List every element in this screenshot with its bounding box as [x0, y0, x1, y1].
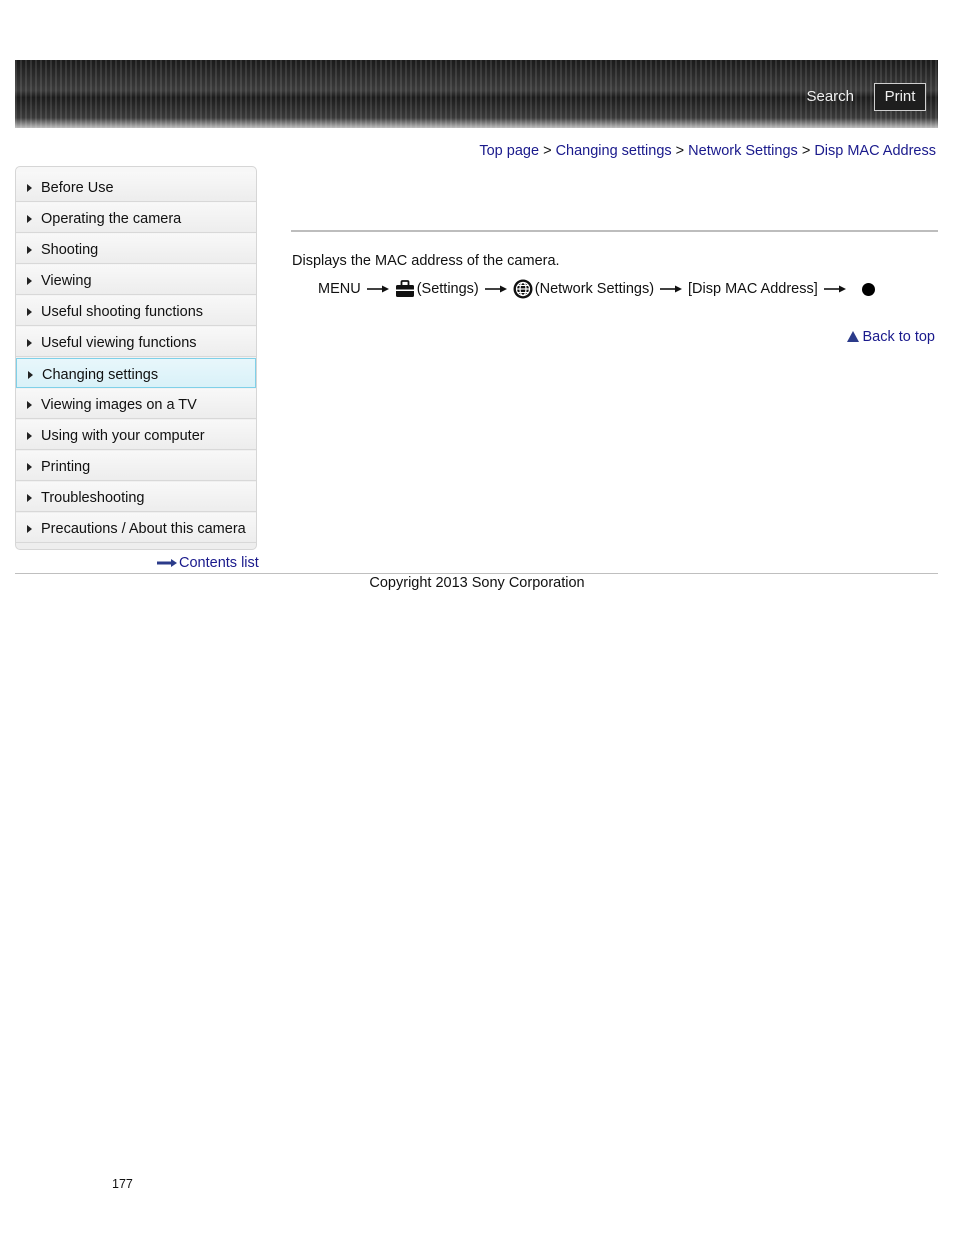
- sidebar-item-label: Useful viewing functions: [41, 335, 197, 351]
- sidebar-item-label: Troubleshooting: [41, 490, 145, 506]
- back-to-top-label: Back to top: [862, 329, 935, 345]
- sidebar-item-shooting[interactable]: [16, 234, 256, 264]
- breadcrumb-top-page[interactable]: Top page: [479, 143, 540, 159]
- footer-divider: [15, 573, 938, 574]
- contents-list-link[interactable]: [157, 555, 259, 571]
- sidebar-item-before-use[interactable]: [16, 172, 256, 202]
- breadcrumb-separator: >: [675, 143, 685, 159]
- triangle-right-icon: [27, 277, 32, 285]
- center-button-icon: [862, 283, 875, 296]
- page-number: 177: [112, 1177, 133, 1191]
- sidebar-item-label: Printing: [41, 459, 91, 475]
- sidebar-item-label: Using with your computer: [41, 428, 205, 444]
- menu-label: MENU: [318, 281, 361, 297]
- breadcrumb-disp-mac-address[interactable]: Disp MAC Address: [814, 143, 936, 159]
- header-bar: [15, 60, 938, 128]
- sidebar-nav: [15, 166, 257, 550]
- sidebar-item-label: Changing settings: [42, 367, 159, 383]
- menu-path: [318, 277, 875, 301]
- triangle-right-icon: [27, 494, 32, 502]
- breadcrumb-separator: >: [543, 143, 552, 159]
- arrow-right-icon: [660, 284, 682, 294]
- triangle-right-icon: [27, 184, 32, 192]
- triangle-up-icon: [847, 331, 859, 342]
- triangle-right-icon: [27, 401, 32, 409]
- arrow-right-icon: [485, 284, 507, 294]
- breadcrumb-network-settings[interactable]: Network Settings: [688, 143, 798, 159]
- sidebar-item-precautions-about-this-camera[interactable]: [16, 513, 256, 543]
- settings-label: (Settings): [416, 281, 479, 297]
- sidebar-item-changing-settings[interactable]: [16, 358, 256, 388]
- arrow-right-icon: [367, 284, 389, 294]
- copyright-text: Copyright 2013 Sony Corporation: [369, 575, 585, 591]
- triangle-right-icon: [27, 308, 32, 316]
- sidebar-item-printing[interactable]: [16, 451, 256, 481]
- sidebar-item-label: Operating the camera: [41, 211, 182, 227]
- page-description: Displays the MAC address of the camera.: [292, 253, 560, 269]
- sidebar-item-useful-viewing-functions[interactable]: [16, 327, 256, 357]
- triangle-right-icon: [27, 432, 32, 440]
- sidebar-item-viewing[interactable]: [16, 265, 256, 295]
- sidebar-item-label: Before Use: [41, 180, 114, 196]
- sidebar-item-operating-the-camera[interactable]: [16, 203, 256, 233]
- triangle-right-icon: [28, 371, 33, 379]
- sidebar-item-label: Shooting: [41, 242, 99, 258]
- triangle-right-icon: [27, 215, 32, 223]
- sidebar-item-troubleshooting[interactable]: [16, 482, 256, 512]
- toolbox-settings-icon: [395, 279, 415, 299]
- sidebar-item-label: Useful shooting functions: [41, 304, 204, 320]
- triangle-right-icon: [27, 246, 32, 254]
- breadcrumb-separator: >: [801, 143, 811, 159]
- breadcrumb-changing-settings[interactable]: Changing settings: [555, 143, 672, 159]
- breadcrumb: [479, 143, 936, 159]
- title-divider: [291, 230, 938, 232]
- triangle-right-icon: [27, 525, 32, 533]
- sidebar-item-label: Precautions / About this camera: [41, 521, 246, 537]
- sidebar-item-label: Viewing: [41, 273, 92, 289]
- globe-network-icon: [513, 279, 533, 299]
- print-button[interactable]: Print: [874, 83, 926, 111]
- sidebar-item-label: Viewing images on a TV: [41, 397, 197, 413]
- sidebar-item-useful-shooting-functions[interactable]: [16, 296, 256, 326]
- back-to-top-link[interactable]: [847, 329, 935, 345]
- triangle-right-icon: [27, 339, 32, 347]
- disp-mac-address-label: [Disp MAC Address]: [688, 281, 818, 297]
- sidebar-item-viewing-images-on-a-tv[interactable]: [16, 389, 256, 419]
- network-settings-label: (Network Settings): [534, 281, 655, 297]
- search-link[interactable]: Search: [806, 88, 854, 105]
- arrow-right-icon: [824, 284, 846, 294]
- arrow-right-icon: [157, 559, 177, 567]
- contents-list-label: Contents list: [179, 555, 259, 571]
- sidebar-item-using-with-your-computer[interactable]: [16, 420, 256, 450]
- triangle-right-icon: [27, 463, 32, 471]
